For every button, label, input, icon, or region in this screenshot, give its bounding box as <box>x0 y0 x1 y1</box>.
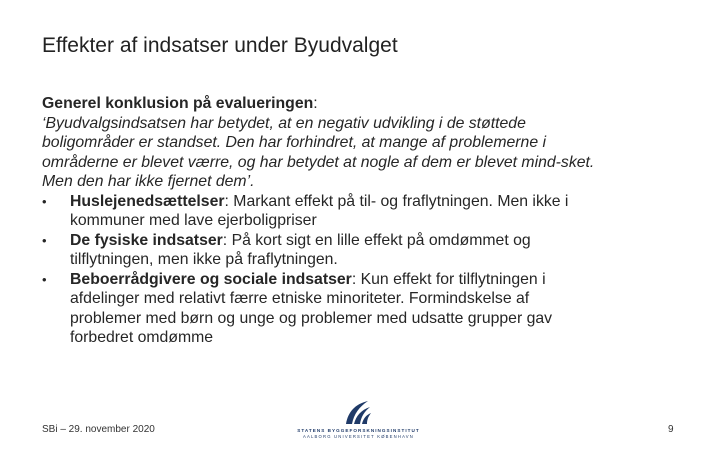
bullet-item-physical <box>42 231 692 270</box>
bullet-bold: Beboerrådgivere og sociale indsatser <box>70 270 352 288</box>
conclusion-heading-bold: Generel konklusion på evalueringen <box>42 95 314 112</box>
conclusion-heading <box>42 94 692 114</box>
bullet-dot: • <box>42 193 47 209</box>
sbi-logo <box>296 398 421 440</box>
bullet-bold: De fysiske indsatser <box>70 231 223 249</box>
conclusion-heading-colon: : <box>313 95 318 112</box>
bullet-text: forbedret omdømme <box>70 329 214 346</box>
bullet-text: : Kun effekt for tilflytningen i <box>351 270 546 288</box>
quote-line: ‘Byudvalgsindsatsen har betydet, at en negativ udvikling i de støttede <box>42 114 526 132</box>
conclusion-quote <box>42 114 692 192</box>
bullet-dot: • <box>42 232 47 248</box>
slide-body <box>42 94 692 348</box>
bullet-text: kommuner med lave ejerboligpriser <box>70 212 317 229</box>
slide-title: Effekter af indsatser under Byudvalget <box>42 34 398 57</box>
bullet-item-social <box>42 270 692 348</box>
bullet-list <box>42 192 692 348</box>
sbi-logo-icon <box>343 398 373 426</box>
bullet-text: afdelinger med relativt færre etniske minoriteter. Formindskelse af <box>70 290 530 307</box>
quote-line: områderne er blevet værre, og har betydet at nogle af dem er blevet mind-sket. <box>42 153 595 171</box>
bullet-text: : Markant effekt på til- og fraflytningen. Men ikke i <box>224 192 569 210</box>
quote-line: Men den har ikke fjernet dem’. <box>42 173 255 190</box>
logo-text-institute: STATENS BYGGEFORSKNINGSINSTITUT <box>297 428 420 433</box>
bullet-text: : På kort sigt en lille effekt på omdømmet og <box>222 231 531 249</box>
footer-date: SBi – 29. november 2020 <box>42 424 155 435</box>
page-number: 9 <box>668 424 674 435</box>
bullet-bold: Huslejenedsættelser <box>70 192 225 210</box>
bullet-text: problemer med børn og unge og problemer med udsatte grupper gav <box>70 309 553 327</box>
logo-text-university: AALBORG UNIVERSITET KØBENHAVN <box>303 434 414 439</box>
quote-line: boligområder er standset. Den har forhindret, at mange af problemerne i <box>42 134 547 151</box>
bullet-text: tilflytningen, men ikke på fraflytningen. <box>70 251 338 268</box>
bullet-dot: • <box>42 271 47 287</box>
bullet-item-rent <box>42 192 692 231</box>
